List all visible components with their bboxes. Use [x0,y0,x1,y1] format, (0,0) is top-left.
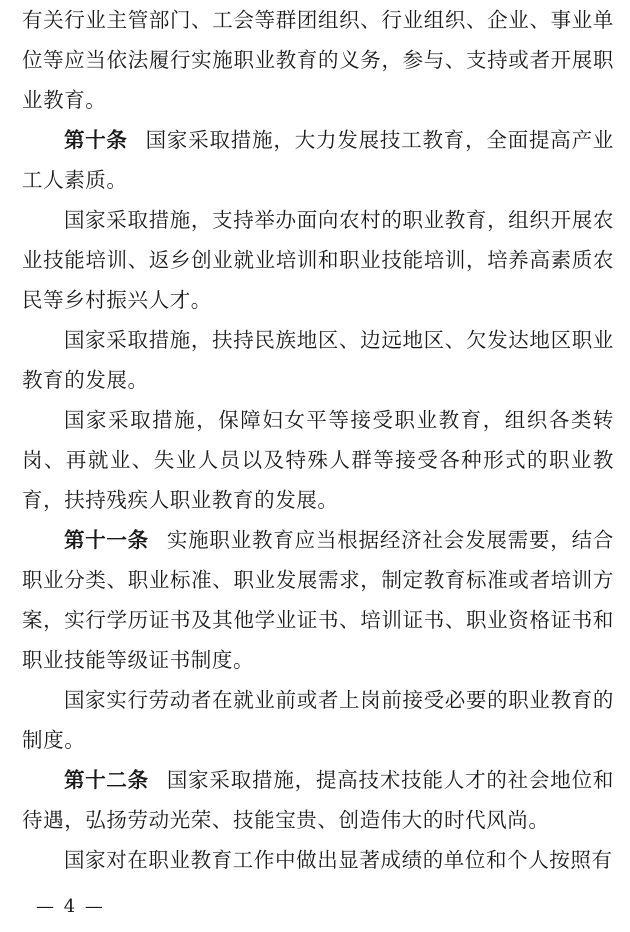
paragraph-4 [22,320,614,400]
article-12-heading: 第十二条 [64,768,149,792]
article-11-heading: 第十一条 [64,528,149,552]
paragraph-5-text: 国家采取措施，保障妇女平等接受职业教育，组织各类转岗、再就业、失业人员以及特殊人群等接受各种形式的职业教育，扶持残疾人职业教育的发展。 [22,408,614,512]
article-11 [22,520,614,680]
article-11-text: 实施职业教育应当根据经济社会发展需要，结合职业分类、职业标准、职业发展需求，制定教育标准或者培训方案，实行学历证书及其他学业证书、培训证书、职业资格证书和职业技能等级证书制度。 [22,528,615,672]
paragraph-1 [22,0,614,120]
paragraph-9 [22,840,614,880]
article-10 [22,120,614,200]
article-12-text: 国家采取措施，提高技术技能人才的社会地位和待遇，弘扬劳动光荣、技能宝贵、创造伟大的时代风尚。 [22,768,615,832]
article-10-heading: 第十条 [64,128,128,152]
article-10-text: 国家采取措施，大力发展技工教育，全面提高产业工人素质。 [22,128,615,192]
paragraph-9-text: 国家对在职业教育工作中做出显著成绩的单位和个人按照有 [64,848,613,872]
paragraph-4-text: 国家采取措施，扶持民族地区、边远地区、欠发达地区职业教育的发展。 [22,328,614,392]
paragraph-3-text: 国家采取措施，支持举办面向农村的职业教育，组织开展农业技能培训、返乡创业就业培训和职业技能培训，培养高素质农民等乡村振兴人才。 [22,208,614,312]
paragraph-3 [22,200,614,320]
paragraph-5 [22,400,614,520]
paragraph-1-text: 有关行业主管部门、工会等群团组织、行业组织、企业、事业单位等应当依法履行实施职业教育的义务，参与、支持或者开展职业教育。 [22,8,614,112]
paragraph-7 [22,680,614,760]
article-12 [22,760,614,840]
paragraph-7-text: 国家实行劳动者在就业前或者上岗前接受必要的职业教育的制度。 [22,688,614,752]
page-number: — 4 — [36,896,105,917]
